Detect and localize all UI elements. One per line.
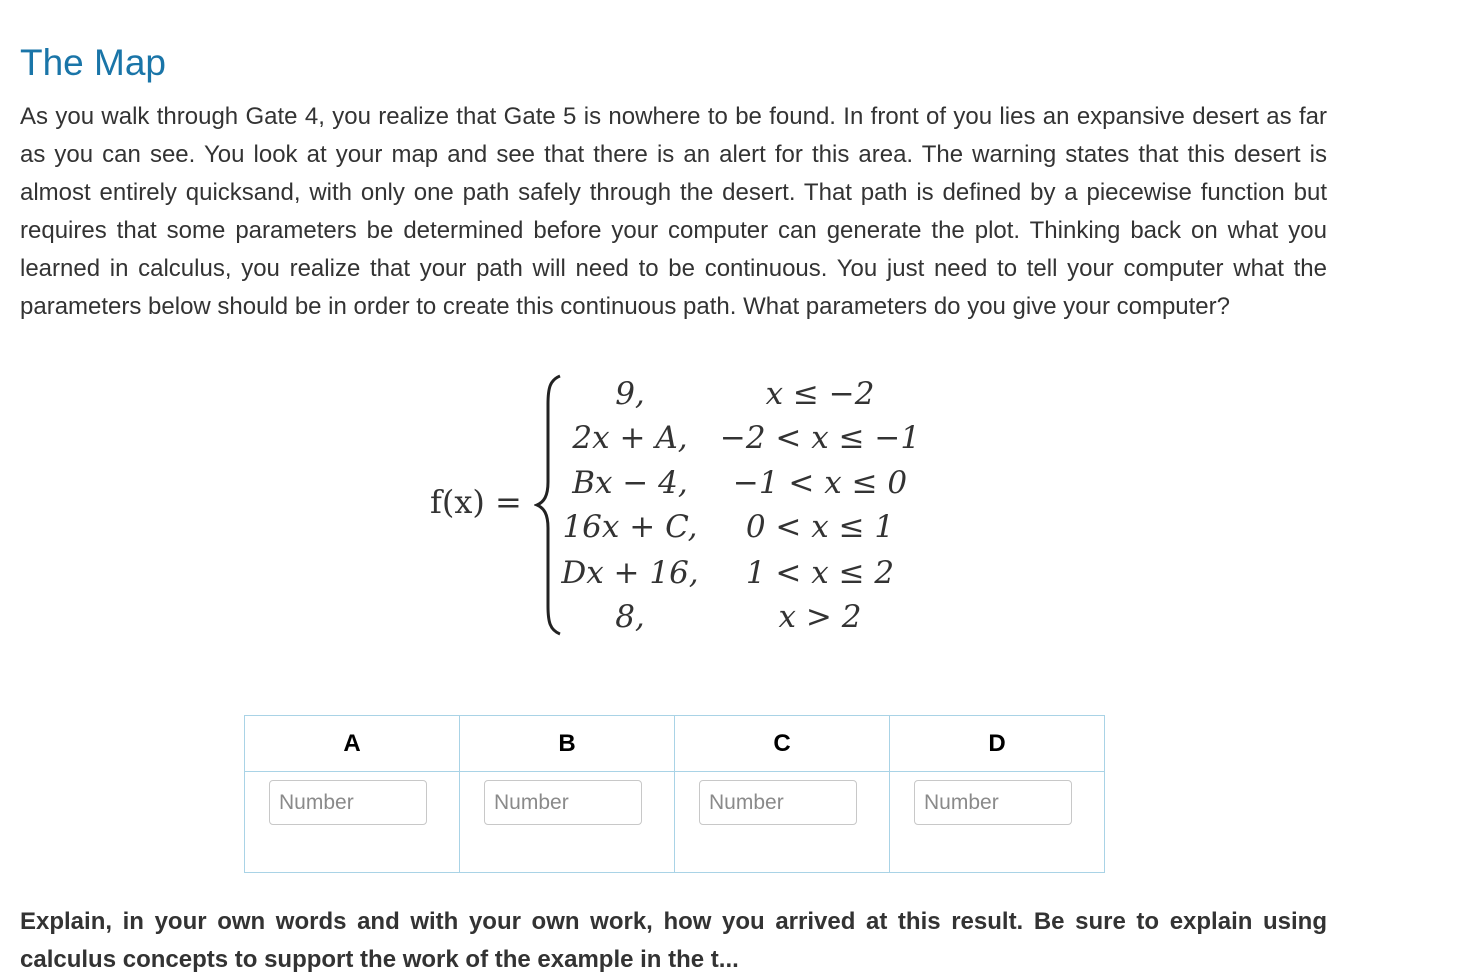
left-brace-icon	[534, 374, 564, 636]
param-b-input[interactable]	[484, 780, 642, 825]
piecewise-equation	[430, 372, 930, 637]
param-c-input[interactable]	[699, 780, 857, 825]
parameter-table	[244, 715, 1105, 873]
case-condition: x > 2	[778, 599, 862, 635]
param-c-cell	[675, 772, 890, 873]
parameter-header-row	[245, 716, 1105, 772]
case-expression: 2x + A,	[572, 420, 688, 456]
case-expression: 8,	[615, 599, 645, 635]
explain-prompt: Explain, in your own words and with your own work, how you arrived at this result. Be sure to explain using calculus concepts to support the work of the example in the t...	[20, 908, 1327, 973]
param-a-header: A	[245, 716, 460, 772]
case-condition: x ≤ −2	[765, 376, 875, 412]
case-expression: Dx + 16,	[561, 555, 699, 591]
case-expression: 9,	[615, 376, 645, 412]
param-b-cell	[460, 772, 675, 873]
param-a-input[interactable]	[269, 780, 427, 825]
problem-intro: As you walk through Gate 4, you realize that Gate 5 is nowhere to be found. In front of you lies an expansive desert as far as you can see. You look at your map and see that there is an alert for this area. The warning states that this desert is almost entirely quicksand, with only one path safely through the desert. That path is defined by a piecewise function but requires that some parameters be determined before your computer can generate the plot. Thinking back on what you learned in calculus, you realize that your path will need to be continuous. You just need to tell your computer what the parameters below should be in order to create this continuous path. What parameters do you give your computer?	[20, 103, 1327, 320]
case-expression: Bx − 4,	[572, 465, 688, 501]
parameter-input-row	[245, 772, 1105, 873]
param-c-header: C	[675, 716, 890, 772]
param-d-cell	[890, 772, 1105, 873]
equation-lhs: f(x) =	[430, 483, 522, 521]
case-condition: −2 < x ≤ −1	[719, 420, 921, 456]
case-condition: 1 < x ≤ 2	[745, 555, 895, 591]
case-expression: 16x + C,	[562, 509, 698, 545]
param-b-header: B	[460, 716, 675, 772]
case-condition: −1 < x ≤ 0	[732, 465, 908, 501]
param-d-input[interactable]	[914, 780, 1072, 825]
param-a-cell	[245, 772, 460, 873]
page-title: The Map	[20, 42, 167, 83]
case-condition: 0 < x ≤ 1	[745, 509, 895, 545]
param-d-header: D	[890, 716, 1105, 772]
